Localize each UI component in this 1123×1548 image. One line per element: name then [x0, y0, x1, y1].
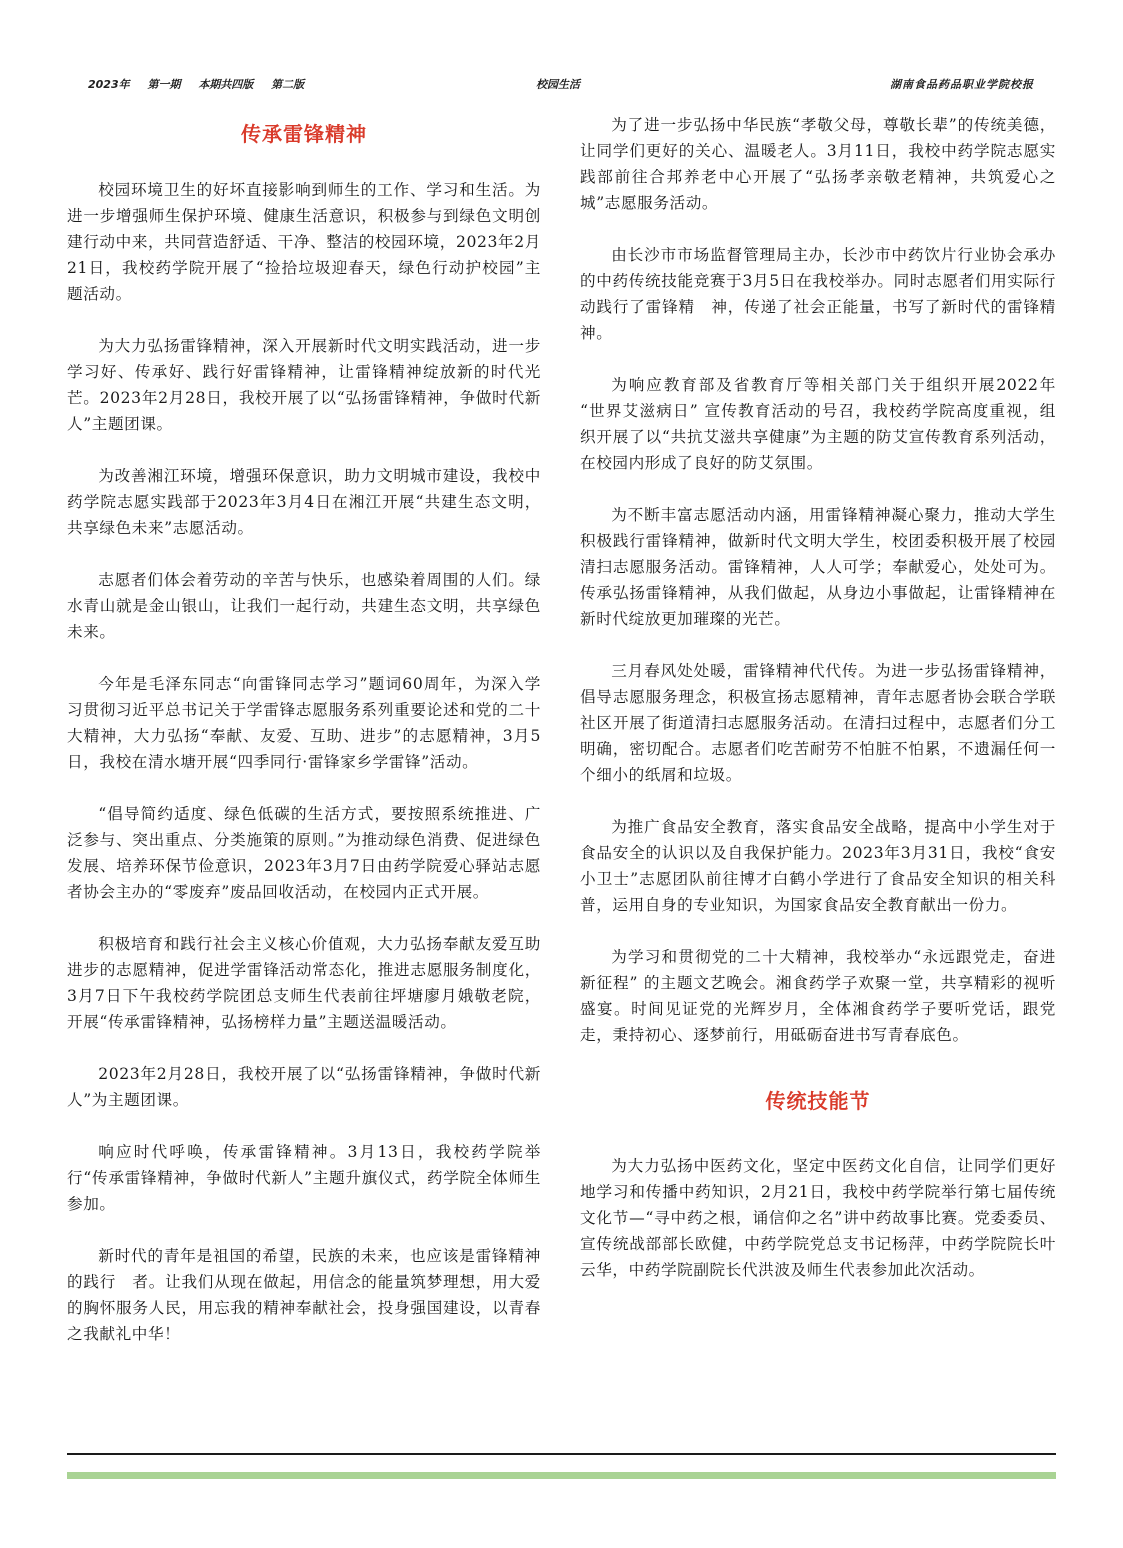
- issue-page: 第二版: [271, 78, 305, 91]
- issue-info: [88, 76, 318, 92]
- article-paragraph: “倡导简约适度、绿色低碳的生活方式，要按照系统推进、广泛参与、突出重点、分类施策的原则。”为推动绿色消费、促进绿色发展、培养环保节俭意识，2023年3月7日由药学院爱心驿站志愿者协会主办的“零废弃”废品回收活动，在校园内正式开展。: [67, 805, 541, 901]
- article-paragraph: 今年是毛泽东同志“向雷锋同志学习”题词60周年，为深入学习贯彻习近平总书记关于学雷锋志愿服务系列重要论述和党的二十大精神，大力弘扬“奉献、友爱、互助、进步”的志愿精神，3月5日，我校在清水塘开展“四季同行·雷锋家乡学雷锋”活动。: [67, 675, 541, 771]
- article-paragraph: 2023年2月28日，我校开展了以“弘扬雷锋精神，争做时代新人”为主题团课。: [67, 1065, 541, 1109]
- article-paragraph: 新时代的青年是祖国的希望，民族的未来，也应该是雷锋精神的践行 者。让我们从现在做起，用信念的能量筑梦理想，用大爱的胸怀服务人民，用忘我的精神奉献社会，投身强国建设，以青春之我献礼中华！: [67, 1247, 541, 1343]
- left-column-title: 传承雷锋精神: [241, 122, 367, 146]
- article-paragraph: 为响应教育部及省教育厅等相关部门关于组织开展2022年 “世界艾滋病日” 宣传教育活动的号召，我校药学院高度重视，组织开展了以“共抗艾滋共享健康”为主题的防艾宣传教育系列活动，在校园内形成了良好的防艾氛围。: [580, 376, 1056, 472]
- article-paragraph: 为了进一步弘扬中华民族“孝敬父母，尊敬长辈”的传统美德，让同学们更好的关心、温暖老人。3月11日，我校中药学院志愿实践部前往合邦养老中心开展了“弘扬孝亲敬老精神，共筑爱心之城”志愿服务活动。: [580, 116, 1056, 212]
- article-paragraph: 为学习和贯彻党的二十大精神，我校举办“永远跟党走，奋进新征程” 的主题文艺晚会。湘食药学子欢聚一堂，共享精彩的视听盛宴。时间见证党的光辉岁月，全体湘食药学子要听党话，跟党走，秉持初心、逐梦前行，用砥砺奋进书写青春底色。: [580, 948, 1056, 1044]
- article-paragraph: 三月春风处处暖，雷锋精神代代传。为进一步弘扬雷锋精神，倡导志愿服务理念，积极宣扬志愿精神，青年志愿者协会联合学联社区开展了街道清扫志愿服务活动。在清扫过程中，志愿者们分工明确，密切配合。志愿者们吃苦耐劳不怕脏不怕累，不遗漏任何一个细小的纸屑和垃圾。: [580, 662, 1056, 784]
- article-paragraph: 由长沙市市场监督管理局主办，长沙市中药饮片行业协会承办的中药传统技能竞赛于3月5日在我校举办。同时志愿者们用实际行动践行了雷锋精 神，传递了社会正能量，书写了新时代的雷锋精神。: [580, 246, 1056, 342]
- right-column: [580, 112, 1056, 1309]
- issue-total: 本期共四版: [198, 78, 254, 91]
- page-header: [88, 76, 1034, 94]
- issue-year: 2023年: [88, 78, 130, 91]
- article-paragraph: 为改善湘江环境，增强环保意识，助力文明城市建设，我校中药学院志愿实践部于2023年3月4日在湘江开展“共建生态文明，共享绿色未来”志愿活动。: [67, 467, 541, 537]
- issue-number: 第一期: [147, 78, 181, 91]
- footer-color-band: [67, 1472, 1056, 1479]
- newspaper-name: 湖南食品药品职业学院校报: [890, 78, 1034, 91]
- section-name: 校园生活: [536, 78, 580, 91]
- article-paragraph: 为推广食品安全教育，落实食品安全战略，提高中小学生对于食品安全的认识以及自我保护能力。2023年3月31日，我校“食安小卫士”志愿团队前往博才白鹤小学进行了食品安全知识的相关科普，运用自身的专业知识，为国家食品安全教育献出一份力。: [580, 818, 1056, 914]
- article-paragraph: 积极培育和践行社会主义核心价值观，大力弘扬奉献友爱互助进步的志愿精神，促进学雷锋活动常态化，推进志愿服务制度化，3月7日下午我校药学院团总支师生代表前往坪塘廖月娥敬老院，开展“传承雷锋精神，弘扬榜样力量”主题送温暖活动。: [67, 935, 541, 1031]
- article-paragraph: 响应时代呼唤，传承雷锋精神。3月13日，我校药学院举行“传承雷锋精神，争做时代新人”主题升旗仪式，药学院全体师生参加。: [67, 1143, 541, 1213]
- left-column: [67, 112, 541, 1373]
- article-paragraph: 志愿者们体会着劳动的辛苦与快乐，也感染着周围的人们。绿水青山就是金山银山，让我们一起行动，共建生态文明，共享绿色未来。: [67, 571, 541, 641]
- article-paragraph: 为大力弘扬中医药文化，坚定中医药文化自信，让同学们更好地学习和传播中药知识，2月21日，我校中药学院举行第七届传统文化节—“寻中药之根，诵信仰之名”讲中药故事比赛。党委委员、宣传统战部部长欧健，中药学院党总支书记杨萍，中药学院院长叶云华，中药学院副院长代洪波及师生代表参加此次活动。: [580, 1157, 1056, 1279]
- article-paragraph: 为大力弘扬雷锋精神，深入开展新时代文明实践活动，进一步学习好、传承好、践行好雷锋精神，让雷锋精神绽放新的时代光芒。2023年2月28日，我校开展了以“弘扬雷锋精神，争做时代新人”主题团课。: [67, 337, 541, 433]
- footer-divider: [67, 1453, 1056, 1455]
- article-paragraph: 校园环境卫生的好坏直接影响到师生的工作、学习和生活。为进一步增强师生保护环境、健康生活意识，积极参与到绿色文明创建行动中来，共同营造舒适、干净、整洁的校园环境，2023年2月21日，我校药学院开展了“捡拾垃圾迎春天，绿色行动护校园”主题活动。: [67, 181, 541, 303]
- article-paragraph: 为不断丰富志愿活动内涵，用雷锋精神凝心聚力，推动大学生积极践行雷锋精神，做新时代文明大学生，校团委积极开展了校园清扫志愿服务活动。雷锋精神，人人可学；奉献爱心，处处可为。传承弘扬雷锋精神，从我们做起，从身边小事做起，让雷锋精神在新时代绽放更加璀璨的光芒。: [580, 506, 1056, 628]
- right-column-title: 传统技能节: [765, 1089, 871, 1113]
